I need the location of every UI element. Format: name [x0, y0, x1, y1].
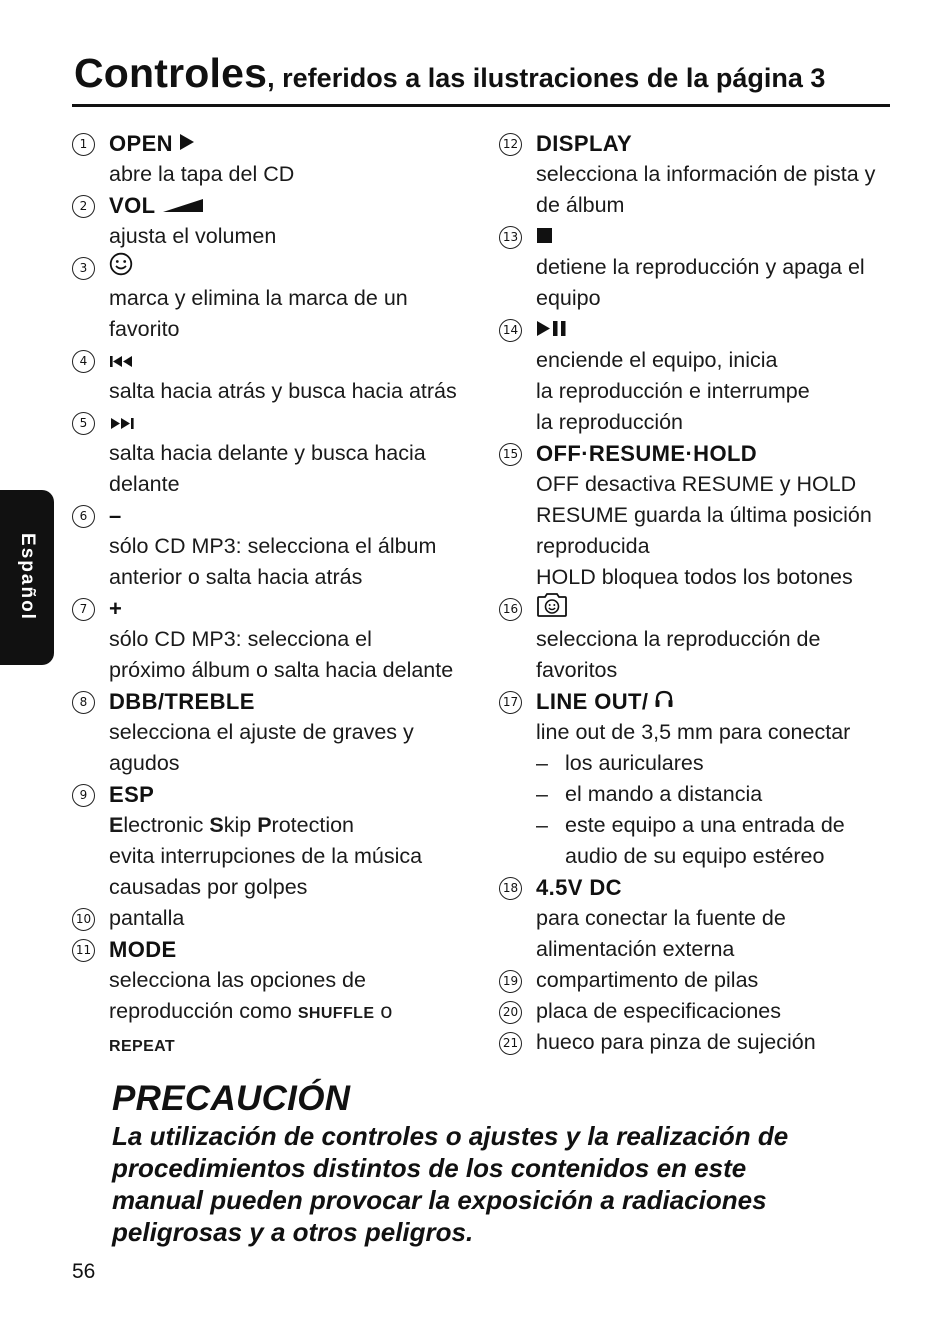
dash-item-text: audio de su equipo estéreo — [565, 844, 825, 868]
control-label: MODE — [109, 937, 177, 962]
control-item — [70, 593, 480, 686]
item-number: 7 — [72, 598, 95, 621]
control-description: selecciona las opciones de — [109, 968, 366, 992]
item-number: 9 — [72, 784, 95, 807]
control-item — [497, 438, 907, 593]
control-heading — [536, 314, 907, 345]
control-heading — [109, 686, 480, 717]
control-heading — [536, 593, 907, 624]
item-number: 2 — [72, 195, 95, 218]
control-item — [70, 686, 480, 779]
dash-bullet: – — [536, 813, 548, 837]
mode-text: reproducción como — [109, 999, 298, 1023]
control-description — [109, 1029, 480, 1062]
control-description: hueco para pinza de sujeción — [536, 1030, 816, 1054]
control-item — [70, 190, 480, 252]
control-description: HOLD bloquea todos los botones — [536, 565, 853, 589]
control-heading — [536, 872, 907, 903]
control-heading — [109, 190, 480, 221]
caution-block — [112, 1078, 902, 1248]
control-description: alimentación externa — [536, 937, 735, 961]
dash-bullet: – — [536, 751, 548, 775]
play-triangle-icon — [179, 128, 195, 159]
item-number: 10 — [72, 908, 95, 931]
control-label: LINE OUT/ — [536, 689, 649, 714]
control-item — [497, 314, 907, 438]
caution-line: La utilización de controles o ajustes y la realización de — [112, 1121, 789, 1151]
stop-square-icon — [536, 221, 553, 252]
control-label: 4.5V DC — [536, 875, 622, 900]
control-label: OFF·RESUME·HOLD — [536, 441, 758, 466]
control-label: DISPLAY — [536, 131, 633, 156]
control-description: para conectar la fuente de — [536, 906, 786, 930]
control-item — [497, 593, 907, 686]
control-description — [109, 996, 480, 1029]
page-title — [74, 50, 890, 97]
skip-forward-icon — [109, 407, 135, 438]
control-item — [497, 996, 907, 1027]
mode-text: o — [374, 999, 393, 1023]
item-number: 1 — [72, 133, 95, 156]
control-description: favorito — [109, 317, 180, 341]
page-title-main: Controles — [74, 50, 268, 96]
control-item — [497, 1027, 907, 1058]
control-description: selecciona el ajuste de graves y — [109, 720, 414, 744]
dash-list-item — [536, 748, 907, 779]
control-item — [70, 252, 480, 345]
control-heading — [536, 128, 907, 159]
page-number: 56 — [72, 1260, 96, 1283]
control-label: ESP — [109, 782, 155, 807]
item-number: 17 — [499, 691, 522, 714]
esp-initial: E — [109, 813, 124, 837]
shuffle-option: SHUFFLE — [297, 1005, 375, 1022]
repeat-option: REPEAT — [109, 1038, 176, 1055]
control-heading — [109, 345, 480, 376]
control-heading — [109, 252, 480, 283]
control-heading — [109, 500, 480, 531]
control-description: agudos — [109, 751, 180, 775]
control-description: marca y elimina la marca de un — [109, 286, 408, 310]
item-number: 11 — [72, 939, 95, 962]
control-description: compartimento de pilas — [536, 968, 759, 992]
control-heading — [536, 221, 907, 252]
control-description: sólo CD MP3: selecciona el álbum — [109, 534, 437, 558]
control-description: evita interrupciones de la música — [109, 844, 423, 868]
title-rule — [72, 104, 890, 107]
control-item — [70, 903, 480, 934]
control-heading — [536, 686, 907, 717]
control-description: sólo CD MP3: selecciona el — [109, 627, 372, 651]
dash-item-text: el mando a distancia — [565, 782, 763, 806]
item-number: 8 — [72, 691, 95, 714]
item-number: 12 — [499, 133, 522, 156]
item-number: 19 — [499, 970, 522, 993]
language-side-tab — [0, 490, 54, 665]
dash-bullet: – — [536, 782, 548, 806]
esp-expansion — [109, 810, 480, 841]
item-number: 15 — [499, 443, 522, 466]
control-label: VOL — [109, 193, 156, 218]
control-description: delante — [109, 472, 180, 496]
play-pause-icon — [536, 314, 568, 345]
control-heading — [109, 779, 480, 810]
control-description: equipo — [536, 286, 601, 310]
item-number: 13 — [499, 226, 522, 249]
esp-initial: P — [257, 813, 272, 837]
control-heading — [109, 128, 480, 159]
item-number: 3 — [72, 257, 95, 280]
control-label: OPEN — [109, 131, 173, 156]
control-description: selecciona la información de pista y — [536, 162, 876, 186]
control-description: causadas por golpes — [109, 875, 308, 899]
item-number: 6 — [72, 505, 95, 528]
control-description: favoritos — [536, 658, 618, 682]
control-description: ajusta el volumen — [109, 224, 277, 248]
control-heading — [109, 593, 480, 624]
item-number: 16 — [499, 598, 522, 621]
control-description: RESUME guarda la última posición — [536, 503, 872, 527]
control-item — [70, 407, 480, 500]
control-item — [70, 500, 480, 593]
item-number: 14 — [499, 319, 522, 342]
dash-item-text: este equipo a una entrada de — [565, 813, 845, 837]
control-description: la reproducción e interrumpe — [536, 379, 810, 403]
smiley-icon — [109, 252, 133, 284]
esp-initial: S — [209, 813, 224, 837]
caution-line: procedimientos distintos de los contenidos en este — [112, 1153, 747, 1183]
item-number: 5 — [72, 412, 95, 435]
control-description: pantalla — [109, 906, 185, 930]
volume-wedge-icon — [161, 190, 205, 221]
dash-list-item — [536, 779, 907, 810]
control-label: – — [109, 503, 122, 528]
control-item — [497, 128, 907, 221]
control-item — [70, 345, 480, 407]
control-item — [497, 686, 907, 872]
item-number: 18 — [499, 877, 522, 900]
control-description: salta hacia atrás y busca hacia atrás — [109, 379, 457, 403]
control-item — [497, 965, 907, 996]
control-description: enciende el equipo, inicia — [536, 348, 778, 372]
dash-list-item — [536, 810, 907, 872]
caution-line: manual pueden provocar la exposición a radiaciones — [112, 1185, 767, 1215]
control-heading — [536, 438, 907, 469]
skip-back-icon — [109, 345, 135, 376]
control-description: abre la tapa del CD — [109, 162, 295, 186]
item-number: 21 — [499, 1032, 522, 1055]
item-number: 4 — [72, 350, 95, 373]
favorites-play-icon — [536, 592, 568, 626]
controls-column-right — [497, 128, 907, 1058]
control-item — [70, 779, 480, 903]
control-item — [70, 934, 480, 1062]
control-description: reproducida — [536, 534, 650, 558]
esp-word: lectronic — [123, 813, 210, 837]
control-label: DBB/TREBLE — [109, 689, 255, 714]
page-title-subtitle: , referidos a las ilustraciones de la página 3 — [267, 63, 826, 93]
caution-line: peligrosas y a otros peligros. — [112, 1217, 474, 1247]
control-item — [497, 221, 907, 314]
control-description: salta hacia delante y busca hacia — [109, 441, 426, 465]
control-description: line out de 3,5 mm para conectar — [536, 720, 851, 744]
language-label: Español — [17, 533, 38, 621]
control-description: anterior o salta hacia atrás — [109, 565, 363, 589]
caution-text — [112, 1120, 902, 1248]
item-number: 20 — [499, 1001, 522, 1024]
headphones-icon — [654, 686, 674, 717]
dash-item-text: los auriculares — [565, 751, 704, 775]
control-item — [70, 128, 480, 190]
control-description: placa de especificaciones — [536, 999, 782, 1023]
control-description: próximo álbum o salta hacia delante — [109, 658, 454, 682]
control-description: de álbum — [536, 193, 625, 217]
controls-column-left — [70, 128, 480, 1062]
control-heading — [109, 407, 480, 438]
control-description: la reproducción — [536, 410, 684, 434]
control-description: selecciona la reproducción de — [536, 627, 821, 651]
caution-title: PRECAUCIÓN — [112, 1079, 351, 1118]
control-description: detiene la reproducción y apaga el — [536, 255, 865, 279]
control-item — [497, 872, 907, 965]
control-heading — [109, 934, 480, 965]
esp-word: kip — [223, 813, 258, 837]
control-description: OFF desactiva RESUME y HOLD — [536, 472, 857, 496]
control-label: + — [109, 596, 123, 621]
esp-word: rotection — [271, 813, 355, 837]
